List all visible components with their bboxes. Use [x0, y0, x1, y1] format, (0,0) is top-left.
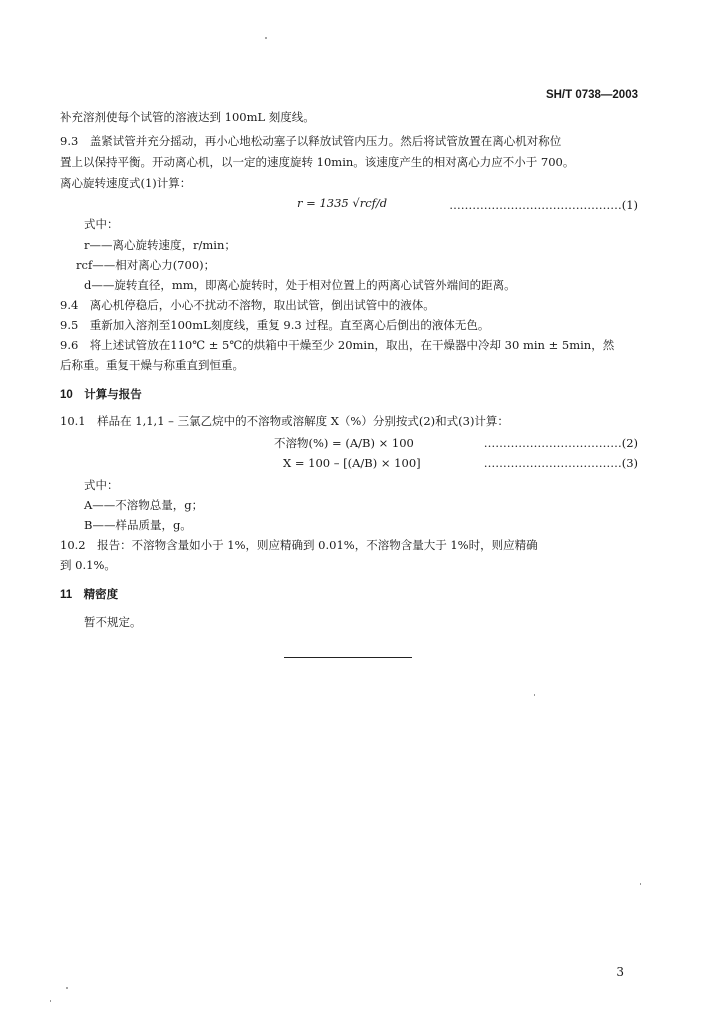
- text-line: 式中：: [84, 478, 119, 492]
- text-line: 离心旋转速度式(1)计算：: [60, 176, 192, 190]
- definition-a: A——不溶物总量，g；: [84, 498, 204, 512]
- definition-b: B——样品质量，g。: [84, 518, 192, 532]
- scan-speck: [640, 883, 641, 885]
- formula-3: X = 100 – [(A/B) × 100]: [283, 456, 421, 470]
- definition-rcf: rcf——相对离心力(700)；: [76, 258, 216, 272]
- text-line-9-6: 9.6 将上述试管放在110℃ ± 5℃的烘箱中干燥至少 20min，取出，在干燥器中冷却 30 min ± 5min，然: [60, 338, 615, 352]
- section-heading-10: 10 计算与报告: [60, 389, 142, 401]
- formula-1: r = 1335 √rcf/d: [297, 196, 388, 210]
- text-line-10-1: 10.1 样品在 1,1,1 – 三氯乙烷中的不溶物或溶解度 X（%）分别按式(2)和式(3)计算：: [60, 414, 509, 428]
- scan-speck: [50, 1000, 51, 1002]
- page-number: 3: [616, 965, 624, 979]
- text-line: 后称重。重复干燥与称重直到恒重。: [60, 358, 244, 372]
- scan-speck: [66, 987, 68, 989]
- formula-2: 不溶物(%) = (A/B) × 100: [274, 436, 414, 450]
- text-line-9-4: 9.4 离心机停稳后，小心不扰动不溶物，取出试管，倒出试管中的液体。: [60, 298, 435, 312]
- end-rule: [284, 657, 412, 658]
- text-line-9-3: 9.3 盖紧试管并充分摇动，再小心地松动塞子以释放试管内压力。然后将试管放置在离心机对称位: [60, 134, 562, 148]
- text-line: 暂不规定。: [84, 615, 142, 629]
- text-line: 式中：: [84, 217, 119, 231]
- scan-speck: [534, 694, 535, 696]
- formula-1-number: ………………………………………(1): [449, 200, 638, 212]
- text-line: 补充溶剂使每个试管的溶液达到 100mL 刻度线。: [60, 110, 315, 124]
- definition-d: d——旋转直径，mm，即离心旋转时，处于相对位置上的两离心试管外端间的距离。: [84, 278, 516, 292]
- formula-2-number: ………………………………(2): [483, 438, 638, 450]
- standard-code: SH/T 0738—2003: [545, 89, 638, 101]
- text-line: 到 0.1%。: [60, 558, 116, 572]
- text-line-10-2: 10.2 报告：不溶物含量如小于 1%，则应精确到 0.01%，不溶物含量大于 1%时，则应精确: [60, 538, 538, 552]
- text-line: 置上以保持平衡。开动离心机，以一定的速度旋转 10min。该速度产生的相对离心力应不小于 700。: [60, 155, 575, 169]
- scan-speck: [265, 37, 267, 39]
- definition-r: r——离心旋转速度，r/min；: [84, 238, 236, 252]
- text-line-9-5: 9.5 重新加入溶剂至100mL刻度线，重复 9.3 过程。直至离心后倒出的液体无色。: [60, 318, 490, 332]
- section-heading-11: 11 精密度: [60, 589, 119, 601]
- formula-3-number: ………………………………(3): [483, 458, 638, 470]
